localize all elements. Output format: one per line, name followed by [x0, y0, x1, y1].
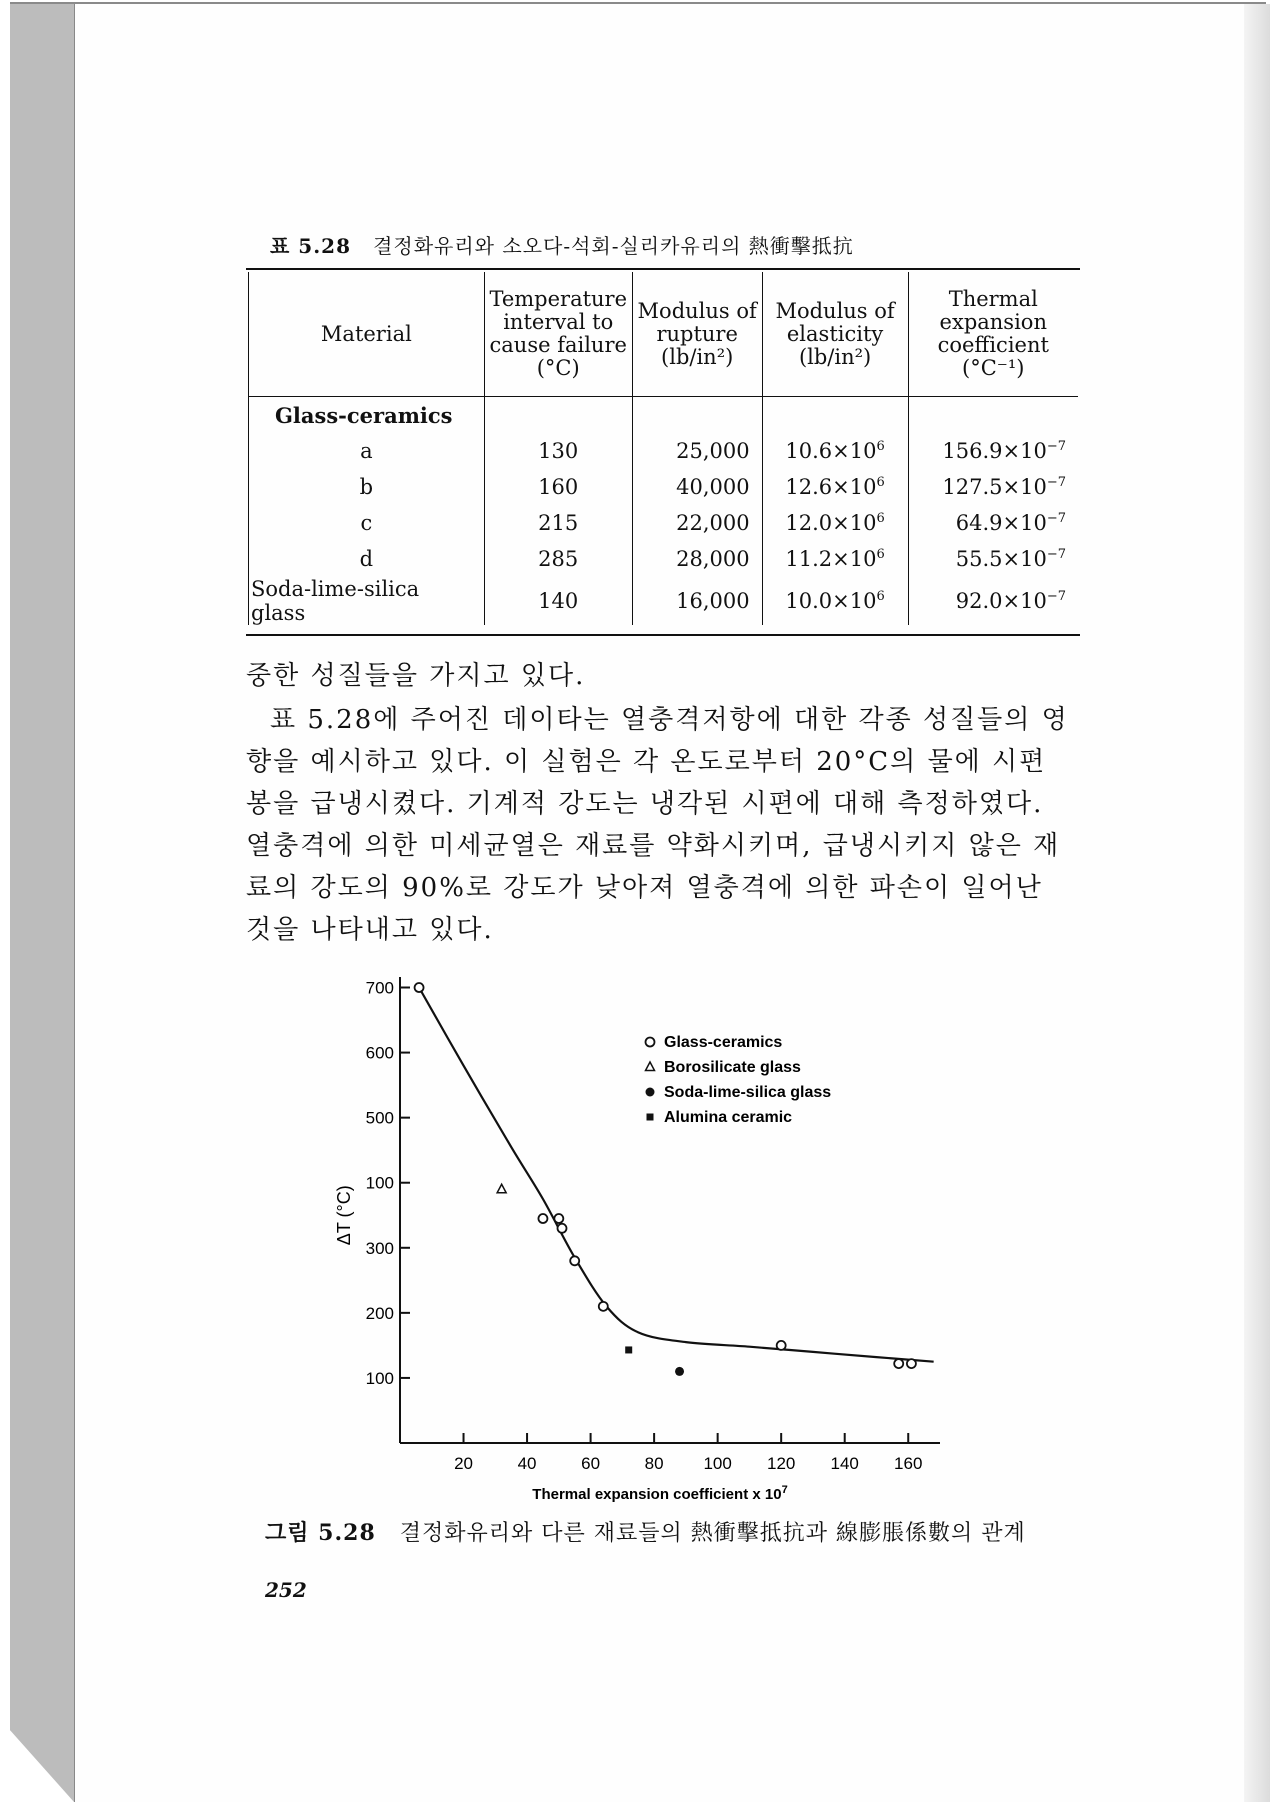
y-tick-label: 700: [365, 978, 394, 998]
data-point: [570, 1256, 579, 1265]
figure-caption: [265, 1516, 1026, 1547]
table-header-row: [249, 272, 1079, 397]
legend-label: Glass-ceramics: [664, 1034, 783, 1051]
cell-expansion: [908, 541, 1078, 577]
table-row: [249, 577, 1079, 625]
cell-expansion: [908, 577, 1078, 625]
empty-cell: [908, 397, 1078, 434]
cell-material: d: [249, 541, 485, 577]
table-caption: [270, 230, 854, 259]
expansion-value: 156.9×10: [942, 439, 1047, 463]
figure-caption-text: 결정화유리와 다른 재료들의 熱衝擊抵抗과 線膨脹係數의 관계: [399, 1521, 1026, 1546]
body-line-6: 료의 강도의 90%로 강도가 낮아져 열충격에 의한 파손이 일어난: [246, 873, 1043, 903]
elasticity-value: 12.6×10: [785, 475, 877, 499]
data-point: [599, 1302, 608, 1311]
x-tick-label: 120: [766, 1454, 796, 1473]
elasticity-exponent: 6: [876, 589, 885, 604]
thermal-shock-chart: [320, 965, 960, 1505]
legend-label: Borosilicate glass: [664, 1059, 801, 1076]
cell-elasticity: [762, 541, 908, 577]
cell-temp: 285: [484, 541, 632, 577]
elasticity-exponent: 6: [876, 475, 885, 490]
elasticity-value: 10.6×10: [785, 439, 877, 463]
cell-rupture: 16,000: [632, 577, 762, 625]
x-tick-label: 100: [703, 1454, 732, 1473]
y-axis-title: ΔT (°C): [334, 1185, 354, 1246]
x-tick-label: 20: [454, 1454, 473, 1473]
cell-rupture: 28,000: [632, 541, 762, 577]
cell-elasticity: [762, 505, 908, 541]
data-point: [907, 1359, 916, 1368]
expansion-value: 92.0×10: [955, 589, 1047, 613]
empty-cell: [762, 397, 908, 434]
cell-rupture: 40,000: [632, 469, 762, 505]
data-point: [415, 983, 424, 992]
x-tick-label: 40: [517, 1454, 537, 1473]
cell-expansion: [908, 469, 1078, 505]
empty-cell: [484, 397, 632, 434]
x-tick-label: 80: [644, 1454, 664, 1473]
y-tick-label: 500: [365, 1108, 394, 1128]
header-elasticity: Modulus of elasticity (lb/in²): [762, 272, 908, 397]
legend-label: Alumina ceramic: [664, 1109, 793, 1126]
expansion-value: 55.5×10: [955, 547, 1047, 571]
data-point: [538, 1214, 547, 1223]
header-temperature: Temperature interval to cause failure (°C): [484, 272, 632, 397]
table-caption-label: 표 5.28: [270, 234, 351, 258]
cell-rupture: 25,000: [632, 433, 762, 469]
cell-temp: 130: [484, 433, 632, 469]
cell-elasticity: [762, 469, 908, 505]
data-point: [777, 1341, 786, 1350]
cell-expansion: [908, 505, 1078, 541]
chart-legend: [646, 1034, 832, 1126]
cell-material: c: [249, 505, 485, 541]
page-shadow: [1244, 4, 1270, 1802]
body-line-2: 표 5.28에 주어진 데이타는 열충격저항에 대한 각종 성질들의 영: [270, 705, 1069, 735]
table-row: [249, 469, 1079, 505]
book-spine: [10, 4, 74, 1802]
x-axis-title: Thermal expansion coefficient x $10^7$: [532, 1484, 788, 1503]
expansion-exponent: −7: [1046, 475, 1066, 490]
cell-elasticity: [762, 577, 908, 625]
header-rupture: Modulus of rupture (lb/in²): [632, 272, 762, 397]
elasticity-exponent: 6: [876, 439, 885, 454]
table-caption-text: 결정화유리와 소오다-석회-실리카유리의 熱衝擊抵抗: [373, 234, 854, 258]
data-point: [675, 1367, 684, 1376]
body-line-7: 것을 나타내고 있다.: [246, 915, 494, 945]
legend-label: Soda-lime-silica glass: [664, 1084, 832, 1101]
y-tick-label: 100: [365, 1368, 394, 1388]
cell-elasticity: [762, 433, 908, 469]
cell-rupture: 22,000: [632, 505, 762, 541]
expansion-exponent: −7: [1046, 547, 1066, 562]
legend-marker: [646, 1088, 655, 1097]
elasticity-value: 11.2×10: [785, 547, 877, 571]
table-row: [249, 541, 1079, 577]
expansion-exponent: −7: [1046, 511, 1066, 526]
data-point: [554, 1214, 563, 1223]
data-point: [558, 1224, 567, 1233]
page-number: 252: [265, 1578, 307, 1602]
elasticity-value: 10.0×10: [785, 589, 877, 613]
elasticity-exponent: 6: [876, 511, 885, 526]
legend-marker: [646, 1038, 655, 1047]
y-tick-label: 300: [365, 1238, 394, 1258]
elasticity-value: 12.0×10: [785, 511, 877, 535]
data-point: [497, 1184, 506, 1193]
y-tick-label: 600: [365, 1043, 394, 1063]
elasticity-exponent: 6: [876, 547, 885, 562]
body-line-4: 봉을 급냉시켰다. 기계적 강도는 냉각된 시편에 대해 측정하였다.: [246, 789, 1044, 819]
cell-material: b: [249, 469, 485, 505]
legend-marker: [647, 1114, 654, 1121]
expansion-value: 127.5×10: [942, 475, 1047, 499]
body-line-1: 중한 성질들을 가지고 있다.: [246, 661, 586, 691]
data-point: [625, 1346, 632, 1353]
cell-temp: 140: [484, 577, 632, 625]
cell-material: Soda-lime-silica glass: [249, 577, 485, 625]
table-group-row: [249, 397, 1079, 434]
y-tick-label: 100: [365, 1173, 394, 1193]
y-tick-label: 200: [365, 1303, 394, 1323]
x-tick-label: 140: [830, 1454, 859, 1473]
expansion-exponent: −7: [1046, 589, 1066, 604]
expansion-exponent: −7: [1046, 439, 1066, 454]
legend-marker: [646, 1062, 655, 1071]
header-material: Material: [249, 272, 485, 397]
body-line-3: 향을 예시하고 있다. 이 실험은 각 온도로부터 20°C의 물에 시편: [246, 747, 1047, 777]
cell-expansion: [908, 433, 1078, 469]
x-tick-label: 60: [581, 1454, 601, 1473]
cell-temp: 215: [484, 505, 632, 541]
figure-caption-label: 그림 5.28: [265, 1520, 376, 1546]
data-point: [894, 1359, 903, 1368]
table-row: [249, 433, 1079, 469]
table-row: [249, 505, 1079, 541]
header-expansion: Thermal expansion coefficient (°C⁻¹): [908, 272, 1078, 397]
expansion-value: 64.9×10: [955, 511, 1047, 535]
group-label: Glass-ceramics: [249, 397, 485, 434]
cell-temp: 160: [484, 469, 632, 505]
empty-cell: [632, 397, 762, 434]
chart-axes: [334, 977, 940, 1503]
cell-material: a: [249, 433, 485, 469]
body-line-5: 열충격에 의한 미세균열은 재료를 약화시키며, 급냉시키지 않은 재: [246, 831, 1061, 861]
x-tick-label: 160: [894, 1454, 923, 1473]
properties-table: [248, 272, 1078, 625]
